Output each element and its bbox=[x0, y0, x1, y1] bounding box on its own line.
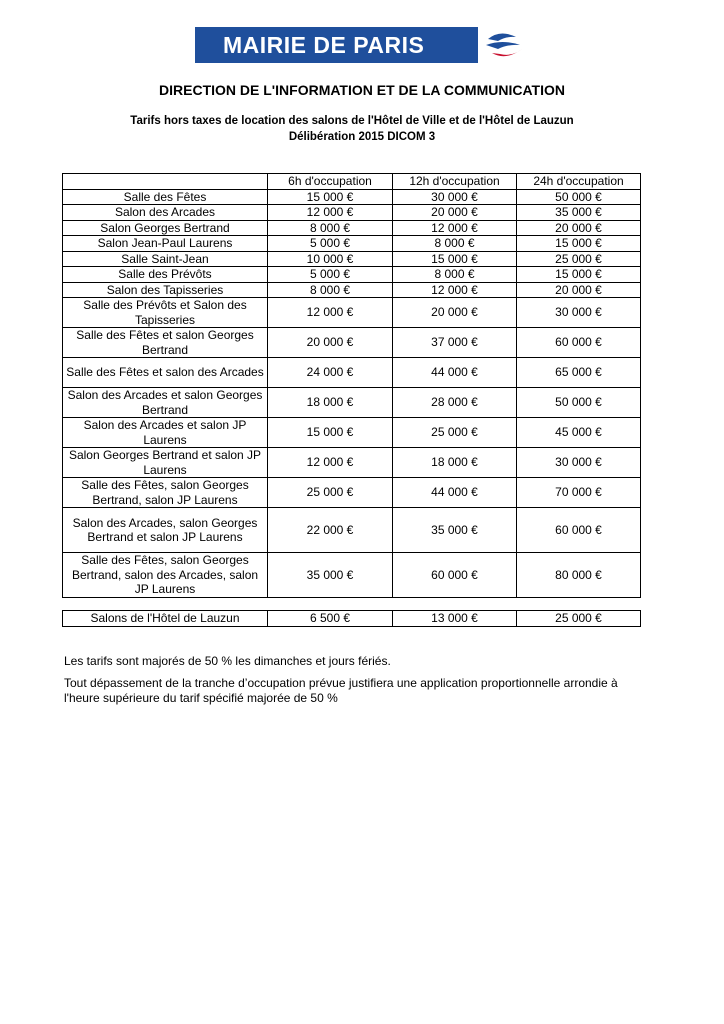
price-12h: 44 000 € bbox=[393, 478, 517, 508]
mairie-de-paris-logo bbox=[195, 27, 530, 63]
table-row bbox=[63, 282, 641, 298]
header-cell: 12h d'occupation bbox=[393, 174, 517, 190]
salon-name: Salon des Arcades bbox=[63, 205, 268, 221]
table-row bbox=[63, 478, 641, 508]
table-row bbox=[63, 267, 641, 283]
salon-name: Salle des Prévôts et Salon des Tapisseries bbox=[63, 298, 268, 328]
header-cell: 24h d'occupation bbox=[517, 174, 641, 190]
price-6h: 12 000 € bbox=[268, 298, 393, 328]
price-24h: 30 000 € bbox=[517, 448, 641, 478]
price-24h: 25 000 € bbox=[517, 611, 641, 627]
subtitle-deliberation: Délibération 2015 DICOM 3 bbox=[288, 131, 436, 143]
spacer-cell bbox=[393, 598, 641, 611]
salon-name: Salle des Fêtes bbox=[63, 189, 268, 205]
price-24h: 35 000 € bbox=[517, 205, 641, 221]
price-12h: 20 000 € bbox=[393, 298, 517, 328]
price-12h: 25 000 € bbox=[393, 418, 517, 448]
table-row bbox=[63, 553, 641, 598]
logo-text: MAIRIE DE PARIS bbox=[223, 31, 425, 58]
note-sundays: Les tarifs sont majorés de 50 % les dimanches et jours fériés. bbox=[64, 654, 391, 668]
price-24h: 80 000 € bbox=[517, 553, 641, 598]
salon-name: Salon des Arcades et salon Georges Bertrand bbox=[63, 388, 268, 418]
table-row bbox=[63, 358, 641, 388]
price-6h: 22 000 € bbox=[268, 508, 393, 553]
price-6h: 20 000 € bbox=[268, 328, 393, 358]
table-row bbox=[63, 251, 641, 267]
price-6h: 12 000 € bbox=[268, 205, 393, 221]
price-24h: 65 000 € bbox=[517, 358, 641, 388]
price-24h: 60 000 € bbox=[517, 508, 641, 553]
paris-emblem-icon bbox=[478, 27, 530, 63]
price-6h: 10 000 € bbox=[268, 251, 393, 267]
price-6h: 12 000 € bbox=[268, 448, 393, 478]
price-12h: 13 000 € bbox=[393, 611, 517, 627]
salon-name: Salle des Fêtes, salon Georges Bertrand, salon JP Laurens bbox=[63, 478, 268, 508]
table-row bbox=[63, 298, 641, 328]
table-row bbox=[63, 508, 641, 553]
price-6h: 15 000 € bbox=[268, 189, 393, 205]
header-cell: 6h d'occupation bbox=[268, 174, 393, 190]
salon-name: Salle des Prévôts bbox=[63, 267, 268, 283]
department-heading: DIRECTION DE L'INFORMATION ET DE LA COMMUNICATION bbox=[159, 82, 565, 98]
table-header-row bbox=[63, 174, 641, 190]
table-row bbox=[63, 189, 641, 205]
table-row bbox=[63, 388, 641, 418]
price-12h: 20 000 € bbox=[393, 205, 517, 221]
table-row bbox=[63, 236, 641, 252]
spacer-cell bbox=[63, 598, 393, 611]
table-row bbox=[63, 328, 641, 358]
price-12h: 60 000 € bbox=[393, 553, 517, 598]
table-row bbox=[63, 418, 641, 448]
salon-name: Salon Georges Bertrand et salon JP Laurens bbox=[63, 448, 268, 478]
price-24h: 20 000 € bbox=[517, 220, 641, 236]
price-24h: 25 000 € bbox=[517, 251, 641, 267]
price-6h: 5 000 € bbox=[268, 236, 393, 252]
price-24h: 15 000 € bbox=[517, 236, 641, 252]
price-24h: 45 000 € bbox=[517, 418, 641, 448]
salon-name: Salle des Fêtes et salon des Arcades bbox=[63, 358, 268, 388]
salon-name: Salle des Fêtes, salon Georges Bertrand, salon des Arcades, salon JP Laurens bbox=[63, 553, 268, 598]
table-row bbox=[63, 205, 641, 221]
price-12h: 30 000 € bbox=[393, 189, 517, 205]
salon-name: Salon des Tapisseries bbox=[63, 282, 268, 298]
price-6h: 24 000 € bbox=[268, 358, 393, 388]
price-12h: 12 000 € bbox=[393, 220, 517, 236]
price-12h: 37 000 € bbox=[393, 328, 517, 358]
price-6h: 5 000 € bbox=[268, 267, 393, 283]
price-6h: 15 000 € bbox=[268, 418, 393, 448]
price-12h: 28 000 € bbox=[393, 388, 517, 418]
price-12h: 44 000 € bbox=[393, 358, 517, 388]
price-12h: 8 000 € bbox=[393, 236, 517, 252]
price-24h: 50 000 € bbox=[517, 388, 641, 418]
price-12h: 12 000 € bbox=[393, 282, 517, 298]
price-24h: 50 000 € bbox=[517, 189, 641, 205]
price-12h: 15 000 € bbox=[393, 251, 517, 267]
subtitle-tarifs: Tarifs hors taxes de location des salons de l'Hôtel de Ville et de l'Hôtel de Lauzun bbox=[130, 115, 574, 127]
price-12h: 35 000 € bbox=[393, 508, 517, 553]
salon-name: Salon des Arcades et salon JP Laurens bbox=[63, 418, 268, 448]
price-24h: 30 000 € bbox=[517, 298, 641, 328]
note-overtime: Tout dépassement de la tranche d’occupation prévue justifiera une application proportionnelle arrondie à l'heure supérieure du tarif spécifié majorée de 50 % bbox=[64, 676, 618, 705]
price-24h: 70 000 € bbox=[517, 478, 641, 508]
salon-name: Salle Saint-Jean bbox=[63, 251, 268, 267]
salon-name: Salons de l'Hôtel de Lauzun bbox=[63, 611, 268, 627]
price-12h: 8 000 € bbox=[393, 267, 517, 283]
price-6h: 8 000 € bbox=[268, 220, 393, 236]
rates-table bbox=[62, 173, 641, 627]
spacer-row bbox=[63, 598, 641, 611]
table-row bbox=[63, 448, 641, 478]
price-24h: 15 000 € bbox=[517, 267, 641, 283]
salon-name: Salon Jean-Paul Laurens bbox=[63, 236, 268, 252]
price-24h: 20 000 € bbox=[517, 282, 641, 298]
salon-name: Salle des Fêtes et salon Georges Bertrand bbox=[63, 328, 268, 358]
table-row-lauzun bbox=[63, 611, 641, 627]
price-6h: 35 000 € bbox=[268, 553, 393, 598]
price-6h: 6 500 € bbox=[268, 611, 393, 627]
price-12h: 18 000 € bbox=[393, 448, 517, 478]
price-6h: 25 000 € bbox=[268, 478, 393, 508]
table-row bbox=[63, 220, 641, 236]
salon-name: Salon Georges Bertrand bbox=[63, 220, 268, 236]
price-6h: 8 000 € bbox=[268, 282, 393, 298]
header-cell bbox=[63, 174, 268, 190]
price-24h: 60 000 € bbox=[517, 328, 641, 358]
salon-name: Salon des Arcades, salon Georges Bertrand et salon JP Laurens bbox=[63, 508, 268, 553]
price-6h: 18 000 € bbox=[268, 388, 393, 418]
